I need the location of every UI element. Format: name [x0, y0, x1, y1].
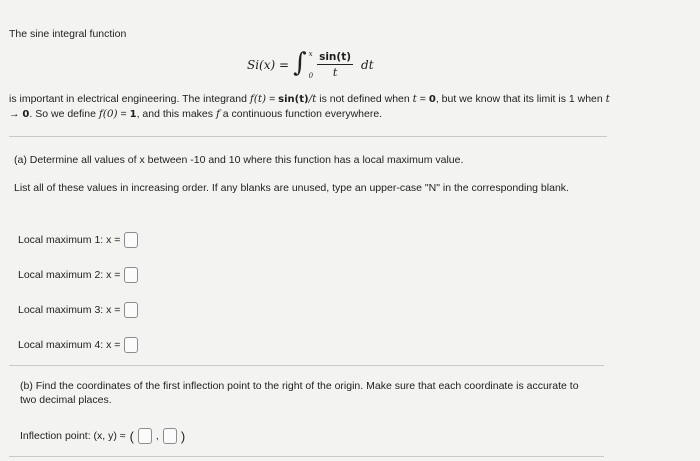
integral-limits [309, 50, 313, 80]
part-b-question: (b) Find the coordinates of the first inflection point to the right of the origin. Make sure that each coordinate is accurate to two decimal places. [20, 380, 579, 406]
section-divider-b [9, 365, 604, 366]
part-a-instructions: List all of these values in increasing order. If any blanks are unused, type an upper-case "N" in the corresponding blank. [14, 182, 569, 194]
local-maximum-2-label: Local maximum 2: x = [18, 269, 121, 281]
inflection-y-input[interactable] [163, 428, 177, 444]
local-maximum-4-row [18, 337, 138, 353]
local-maximum-3-input[interactable] [124, 302, 138, 318]
close-paren: ) [180, 428, 186, 444]
page-title: The sine integral function [9, 28, 127, 40]
integrand-fraction [317, 51, 353, 79]
local-maximum-1-row [18, 232, 138, 248]
section-divider [9, 136, 607, 137]
integrand-numerator: sin(t) [319, 51, 352, 63]
upper-limit: x [308, 50, 313, 58]
lower-limit: 0 [308, 72, 314, 80]
part-a-question: (a) Determine all values of x between -10 and 10 where this function has a local maximum value. [14, 154, 464, 166]
open-paren: ( [129, 428, 134, 444]
intro-paragraph: is important in electrical engineering. The integrand f(t) = sin(t)/t is not defined when t = 0, but we know that its limit is 1 when t → 0. So we define f(0) = 1, and this makes f a continuous function everywhere. [9, 93, 610, 120]
inflection-point-row [20, 428, 185, 444]
local-maximum-1-input[interactable] [124, 232, 138, 248]
local-maximum-3-row [18, 302, 138, 318]
differential: dt [361, 58, 374, 72]
sine-integral-formula [247, 48, 374, 82]
local-maximum-2-row [18, 267, 138, 283]
local-maximum-4-label: Local maximum 4: x = [18, 339, 121, 351]
local-maximum-3-label: Local maximum 3: x = [18, 304, 121, 316]
inflection-point-label: Inflection point: (x, y) ≈ [20, 430, 126, 442]
formula-lhs: Si(x) = [247, 58, 290, 72]
integral-sign: ∫ [293, 48, 307, 78]
inflection-x-input[interactable] [138, 428, 152, 444]
local-maximum-1-label: Local maximum 1: x = [18, 234, 121, 246]
bottom-divider [9, 456, 604, 457]
coordinate-comma: , [155, 430, 159, 442]
local-maximum-2-input[interactable] [124, 267, 138, 283]
integrand-denominator: t [332, 66, 338, 79]
local-maximum-4-input[interactable] [124, 337, 138, 353]
